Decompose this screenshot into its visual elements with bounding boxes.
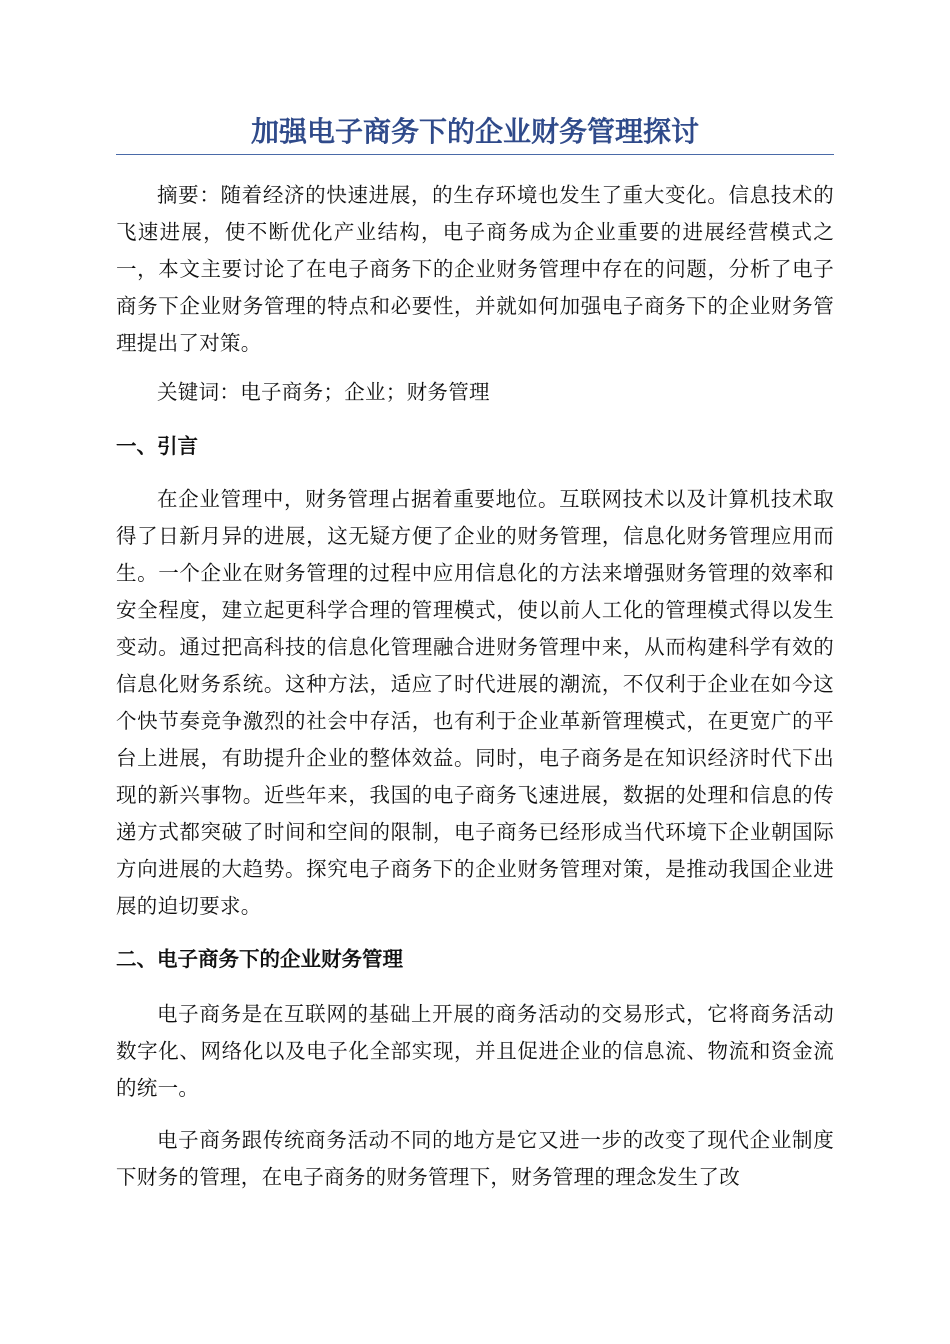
document-title: 加强电子商务下的企业财务管理探讨 <box>116 112 834 155</box>
section-heading-ecommerce-finance: 二、电子商务下的企业财务管理 <box>116 947 403 971</box>
abstract-paragraph: 摘要：随着经济的快速进展，的生存环境也发生了重大变化。信息技术的飞速进展，使不断优化产业结构，电子商务成为企业重要的进展经营模式之一，本文主要讨论了在电子商务下的企业财务管理中存在的问题，分析了电子商务下企业财务管理的特点和必要性，并就如何加强电子商务下的企业财务管理提出了对策。 <box>116 183 834 355</box>
ecommerce-paragraph-2: 电子商务跟传统商务活动不同的地方是它又进一步的改变了现代企业制度下财务的管理，在电子商务的财务管理下，财务管理的理念发生了改 <box>116 1128 834 1189</box>
document-page <box>116 112 834 1196</box>
keywords-paragraph: 关键词：电子商务；企业；财务管理 <box>157 380 490 404</box>
section-heading-introduction: 一、引言 <box>116 434 198 458</box>
introduction-paragraph: 在企业管理中，财务管理占据着重要地位。互联网技术以及计算机技术取得了日新月异的进展，这无疑方便了企业的财务管理，信息化财务管理应用而生。一个企业在财务管理的过程中应用信息化的方法来增强财务管理的效率和安全程度，建立起更科学合理的管理模式，使以前人工化的管理模式得以发生变动。通过把高科技的信息化管理融合进财务管理中来，从而构建科学有效的信息化财务系统。这种方法，适应了时代进展的潮流，不仅利于企业在如今这个快节奏竞争激烈的社会中存活，也有利于企业革新管理模式，在更宽广的平台上进展，有助提升企业的整体效益。同时，电子商务是在知识经济时代下出现的新兴事物。近些年来，我国的电子商务飞速进展，数据的处理和信息的传递方式都突破了时间和空间的限制，电子商务已经形成当代环境下企业朝国际方向进展的大趋势。探究电子商务下的企业财务管理对策，是推动我国企业进展的迫切要求。 <box>116 487 834 918</box>
ecommerce-paragraph-1: 电子商务是在互联网的基础上开展的商务活动的交易形式，它将商务活动数字化、网络化以及电子化全部实现，并且促进企业的信息流、物流和资金流的统一。 <box>116 1002 834 1100</box>
